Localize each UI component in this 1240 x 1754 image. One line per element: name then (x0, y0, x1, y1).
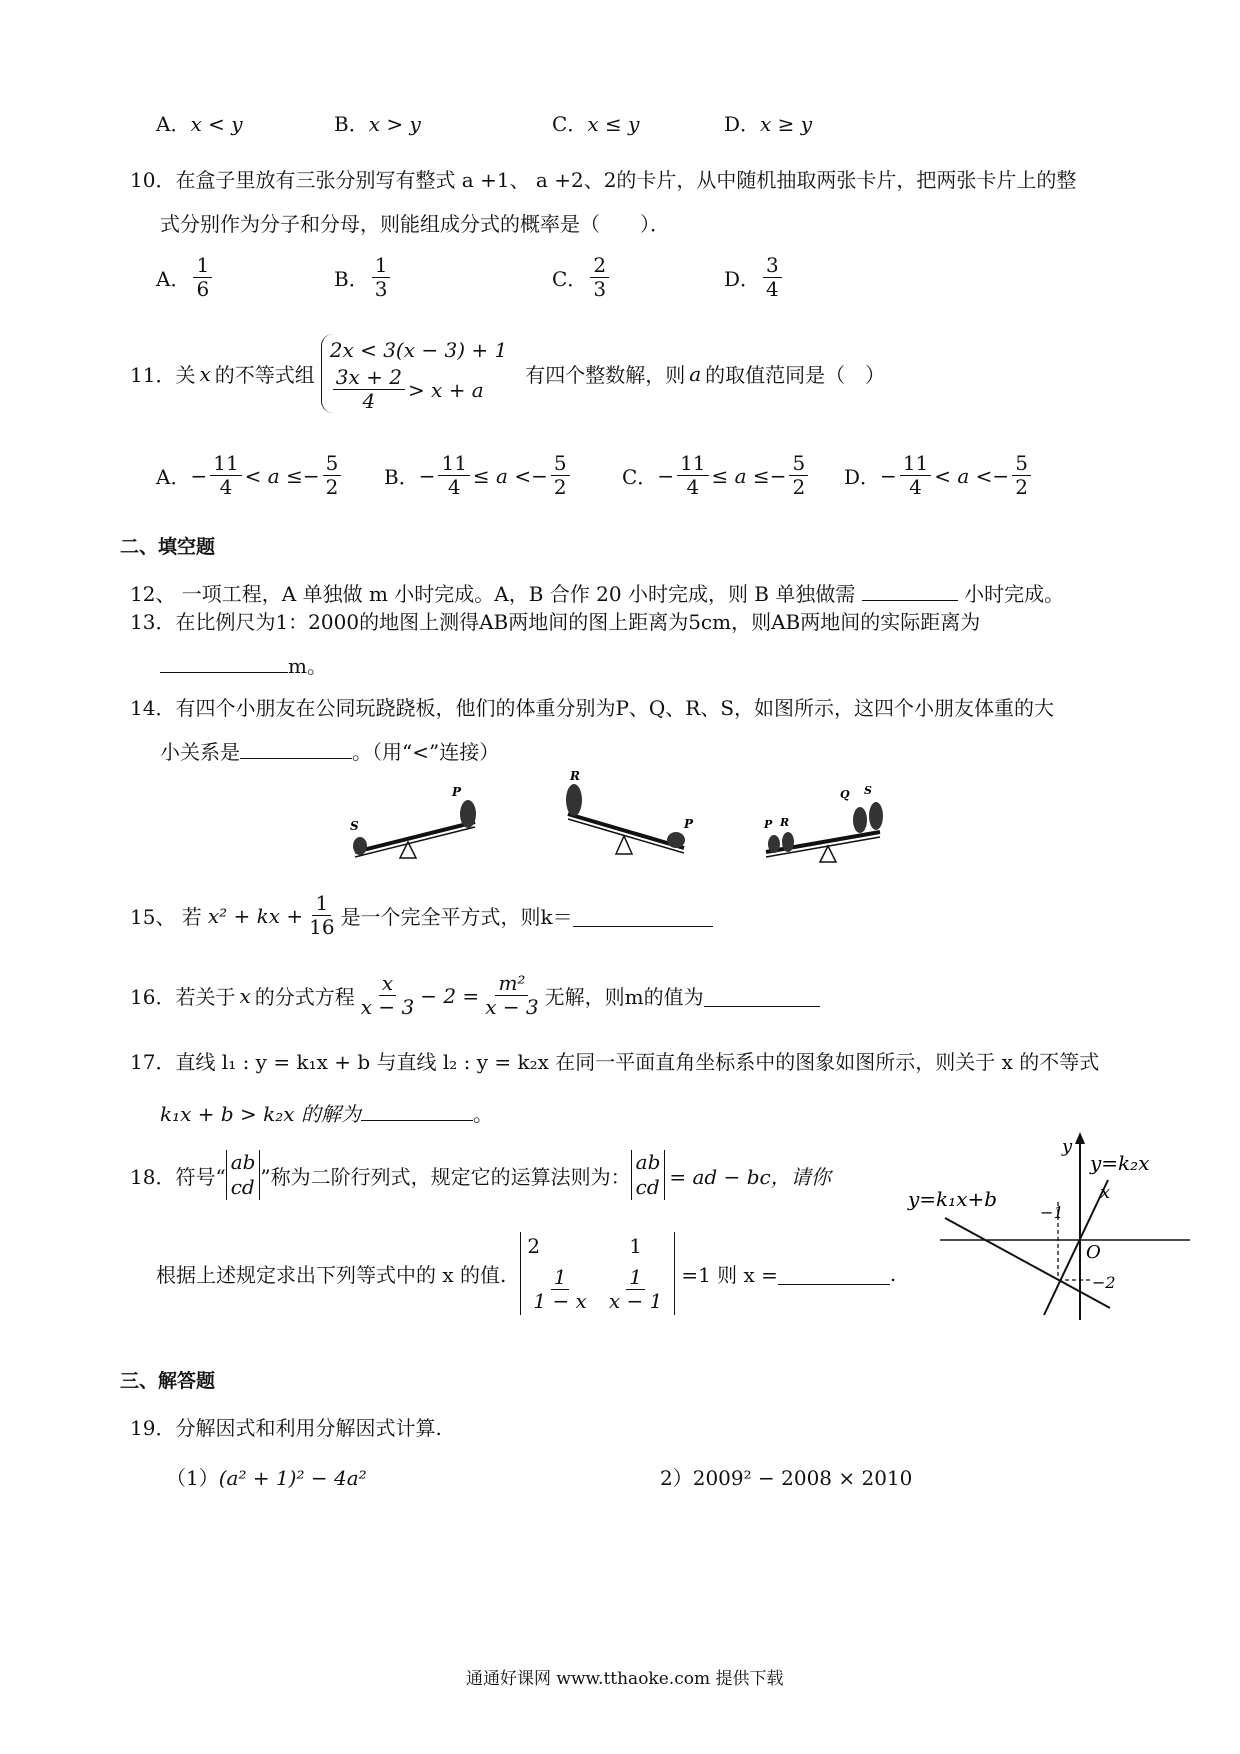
seesaw-board (355, 822, 475, 852)
fraction: $\frac{5}{2}$ (323, 452, 342, 499)
q9-options: A．x < y (156, 112, 243, 136)
label-s: S (350, 819, 359, 833)
child-p (768, 835, 780, 853)
seesaw-pivot (820, 846, 836, 862)
child-r (782, 832, 794, 852)
child-q (853, 807, 867, 833)
seesaw-figure-3 (760, 776, 900, 872)
answer-blank[interactable] (160, 672, 288, 673)
answer-blank[interactable] (862, 600, 958, 601)
fraction: $\frac{3}{4}$ (763, 254, 782, 301)
seesaw-pivot (616, 836, 632, 854)
minus-sign: − (992, 463, 1010, 488)
fraction: $\frac{5}{2}$ (789, 452, 808, 499)
footer: 通通好课网 www.tthaoke.com 提供下载 (466, 1669, 784, 1689)
minus-sign: − (418, 463, 436, 488)
q10-option-a: A． $\frac{1}{6}$ (156, 254, 215, 301)
fraction: $\frac{\text{m²}}{x - 3}$ (485, 971, 539, 1019)
fraction: $\frac{1}{1 - x}$ (533, 1265, 587, 1313)
fraction: $\frac{5}{2}$ (1012, 452, 1031, 499)
q10-option-c: C． $\frac{2}{3}$ (552, 254, 612, 301)
child-p (667, 832, 685, 848)
q10-line1: 10．在盒子里放有三张分别写有整式 a +1、 a +2、2的卡片，从中随机抽取两张卡片，把两张卡片上的整 (130, 168, 1077, 192)
label-l2: y=k₂x (1090, 1151, 1150, 1175)
answer-blank[interactable] (361, 1120, 473, 1121)
minus-sign: − (190, 463, 208, 488)
q11-option-b: B． − $\frac{11}{4}$ ≤ a < − $\frac{5}{2}$ (384, 452, 573, 499)
minus-sign: − (302, 463, 320, 488)
seesaw-board (568, 814, 684, 848)
fraction: $\frac{3x + 2}{4}$ (333, 366, 405, 413)
label-p: P (764, 818, 773, 831)
q9-option-d: D．x ≥ y (724, 112, 813, 136)
section-solutions: 三、解答题 (120, 1370, 216, 1392)
q16: 16．若关于 x 的分式方程 $\frac{x}{x - 3}$ − 2 = $\frac{\text{m²}}{x - 3}$ 无解，则m的值为 (130, 972, 820, 1019)
q9-option-b: B．x > y (334, 112, 421, 136)
fraction: $\frac{11}{4}$ (900, 452, 931, 499)
line-l1 (945, 1218, 1110, 1308)
fraction: $\frac{11}{4}$ (210, 452, 241, 499)
determinant-symbol: ab cd (631, 1150, 666, 1200)
q9-option-c: C．x ≤ y (552, 112, 640, 136)
answer-blank[interactable] (573, 904, 713, 927)
seesaw-board-edge (355, 827, 475, 857)
y-axis-label: y (1062, 1136, 1073, 1157)
q17-line1: 17．直线 l₁ : y = k₁x + b 与直线 l₂ : y = k₂x 在同一平面直角坐标系中的图象如图所示，则关于 x 的不等式 (130, 1050, 1100, 1074)
answer-blank[interactable] (778, 1262, 890, 1285)
fraction: $\frac{11}{4}$ (677, 452, 708, 499)
label-p: P (684, 817, 694, 831)
child-p (460, 800, 476, 828)
answer-blank[interactable] (704, 984, 820, 1007)
q10-option-b: B． $\frac{1}{3}$ (334, 254, 393, 301)
line-graph-figure (900, 1130, 1220, 1320)
inequality-2: $\frac{3x + 2}{4}$ > x + a (330, 366, 507, 413)
minus-sign: − (657, 463, 675, 488)
tick-minus-2: −2 (1092, 1273, 1116, 1292)
label-s: S (864, 784, 872, 797)
q12: 12、 一项工程，A 单独做 m 小时完成。A，B 合作 20 小时完成，则 B 单独做需 小时完成。 (130, 582, 1065, 606)
fraction: $\frac{1}{6}$ (193, 254, 212, 301)
minus-sign: − (531, 463, 548, 488)
q13-line1: 13．在比例尺为1：2000的地图上测得AB两地间的图上距离为5cm，则AB两地间的实际距离为 (130, 610, 981, 634)
q13-line2: m。 (160, 650, 327, 679)
fraction: $\frac{1}{16}$ (309, 891, 335, 939)
seesaw-figure-2 (556, 770, 716, 870)
q14-line2: 小关系是 。（用“<”连接） (160, 740, 500, 764)
determinant-symbol: ab cd (226, 1150, 261, 1200)
minus-sign: − (880, 463, 897, 488)
q19-part1: （1）(a² + 1)² − 4a² (166, 1466, 367, 1490)
label-l1: y=k₁x+b (908, 1187, 998, 1211)
determinant-matrix: 2 1 $\frac{1}{1 - x}$ $\frac{1}{x - 1}$ (520, 1232, 675, 1315)
seesaw-board-edge (568, 819, 684, 853)
child-r (566, 784, 582, 816)
q18-line2: 根据上述规定求出下列等式中的 x 的值. 2 1 $\frac{1}{1 - x}$ $\frac{1}{x - 1}$ =1 则 x = . (156, 1234, 897, 1313)
seesaw-figure-1 (340, 784, 500, 874)
q17-line2: k₁x + b > k₂x 的解为 。 (160, 1102, 493, 1126)
tick-minus-1: −1 (1040, 1203, 1064, 1222)
label-r: R (780, 816, 790, 829)
child-s (869, 802, 883, 830)
section-fill-in: 二、填空题 (120, 536, 216, 558)
q15: 15、 若 x² + kx + $\frac{1}{16}$ 是一个完全平方式，则k＝ (130, 892, 713, 939)
q10-line2: 式分别作为分子和分母，则能组成分式的概率是（ ）． (160, 212, 670, 236)
q11-question: 11．关 x 的不等式组 2x < 3(x − 3) + 1 $\frac{3x + 2}{4}$ > x + a 有四个整数解，则 a 的取值范同是（ ） (130, 334, 885, 413)
q11-option-a: A． − $\frac{11}{4}$ < a ≤ − $\frac{5}{2}$ (156, 452, 344, 499)
fraction: $\frac{1}{x - 1}$ (608, 1265, 663, 1313)
fraction: $\frac{x}{x - 3}$ (360, 971, 415, 1019)
inequality-system: 2x < 3(x − 3) + 1 $\frac{3x + 2}{4}$ > x + a (321, 334, 507, 413)
q14-line1: 14．有四个小朋友在公同玩跷跷板，他们的体重分别为P、Q、R、S，如图所示，这四个小朋友体重的大 (130, 696, 1055, 720)
q19-part2: 2）2009² − 2008 × 2010 (660, 1466, 913, 1490)
x-axis-label: x (1100, 1182, 1111, 1203)
q11-option-c: C． − $\frac{11}{4}$ ≤ a ≤ − $\frac{5}{2}$ (622, 452, 811, 499)
q11-option-d: D． − $\frac{11}{4}$ < a < − $\frac{5}{2}$ (844, 452, 1034, 499)
child-s (353, 837, 367, 855)
origin-label: O (1086, 1242, 1101, 1263)
label-q: Q (840, 788, 850, 801)
fraction: $\frac{2}{3}$ (590, 254, 609, 301)
y-axis-arrow-icon (1075, 1132, 1085, 1144)
fraction: $\frac{5}{2}$ (551, 452, 570, 499)
q18-line1: 18．符号“ ab cd ”称为二阶行列式，规定它的运算法则为： ab cd = ad − bc，请你 (130, 1150, 831, 1199)
fraction: $\frac{1}{3}$ (372, 254, 391, 301)
label-r: R (570, 770, 580, 783)
q19: 19．分解因式和利用分解因式计算. (130, 1416, 442, 1440)
q10-option-d: D． $\frac{3}{4}$ (724, 254, 785, 301)
minus-sign: − (769, 463, 787, 488)
label-p: P (452, 785, 462, 799)
fraction: $\frac{11}{4}$ (438, 452, 469, 499)
answer-blank[interactable] (240, 758, 352, 759)
